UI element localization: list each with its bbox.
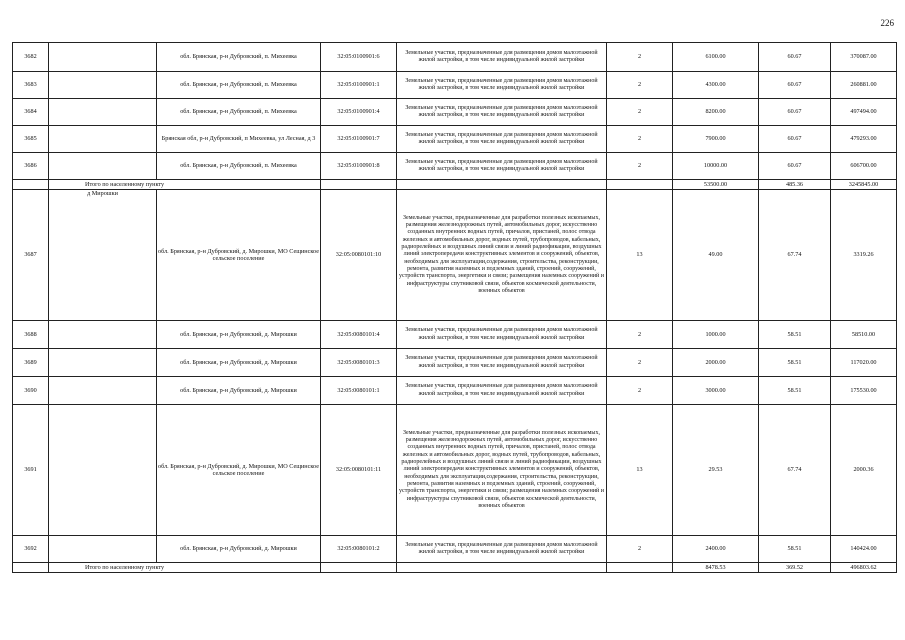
- address-cell: обл. Брянская, р-н Дубровский, д. Мирошки: [157, 349, 321, 377]
- table-row: [13, 190, 897, 321]
- value-cell: 497494.00: [831, 99, 897, 126]
- area-cell: 4300.00: [673, 72, 759, 99]
- cadastral-number: [321, 563, 397, 573]
- use-code: 2: [607, 536, 673, 563]
- locality-cell: [49, 321, 157, 349]
- address-cell: обл. Брянская, р-н Дубровский, д. Мирошки, МО Сещинское сельское поселение: [157, 190, 321, 321]
- area-cell: 3000.00: [673, 377, 759, 405]
- table-row: [13, 72, 897, 99]
- locality-cell: [49, 349, 157, 377]
- value-cell: 606700.00: [831, 153, 897, 180]
- table-row: [13, 405, 897, 536]
- land-use-cell: Земельные участки, предназначенные для размещения домов малоэтажной жилой застройки, в том числе индивидуальной жилой застройки: [397, 72, 607, 99]
- cadastral-number: 32:05:0080101:10: [321, 190, 397, 321]
- row-number: 3687: [13, 190, 49, 321]
- page-number: 226: [880, 18, 894, 28]
- table-row: [13, 377, 897, 405]
- land-use-cell: Земельные участки, предназначенные для размещения домов малоэтажной жилой застройки, в том числе индивидуальной жилой застройки: [397, 99, 607, 126]
- row-number: 3688: [13, 321, 49, 349]
- use-code: 13: [607, 190, 673, 321]
- area-total: 8478.53: [673, 563, 759, 573]
- price-cell: 58.51: [759, 536, 831, 563]
- address-cell: обл. Брянская, р-н Дубровский, д. Мирошки: [157, 321, 321, 349]
- value-cell: 175530.00: [831, 377, 897, 405]
- locality-cell: [49, 72, 157, 99]
- row-number: 3686: [13, 153, 49, 180]
- table-row: [13, 349, 897, 377]
- area-cell: 2000.00: [673, 349, 759, 377]
- subtotal-row: [13, 563, 897, 573]
- area-total: 53500.00: [673, 180, 759, 190]
- subtotal-row: [13, 180, 897, 190]
- locality-cell: [49, 126, 157, 153]
- address-cell: Брянская обл, р-н Дубровский, п Михеевка, ул Лесная, д 3: [157, 126, 321, 153]
- area-cell: 6100.00: [673, 43, 759, 72]
- use-code: [607, 180, 673, 190]
- use-code: 13: [607, 405, 673, 536]
- subtotal-label: Итого по населенному пункту: [49, 180, 321, 190]
- cadastral-number: 32:05:0080101:4: [321, 321, 397, 349]
- row-number: 3692: [13, 536, 49, 563]
- price-cell: 58.51: [759, 349, 831, 377]
- price-cell: 60.67: [759, 99, 831, 126]
- use-code: 2: [607, 99, 673, 126]
- area-cell: 7900.00: [673, 126, 759, 153]
- address-cell: обл. Брянская, р-н Дубровский, п. Михеевка: [157, 72, 321, 99]
- locality-cell: [49, 43, 157, 72]
- land-use-cell: [397, 180, 607, 190]
- cadastral-number: 32:05:0100901:6: [321, 43, 397, 72]
- locality-cell: [49, 153, 157, 180]
- land-use-cell: Земельные участки, предназначенные для размещения домов малоэтажной жилой застройки, в том числе индивидуальной жилой застройки: [397, 126, 607, 153]
- table-row: [13, 99, 897, 126]
- price-cell: 67.74: [759, 405, 831, 536]
- value-cell: 370087.00: [831, 43, 897, 72]
- cadastral-number: 32:05:0080101:11: [321, 405, 397, 536]
- price-cell: 60.67: [759, 153, 831, 180]
- price-cell: 60.67: [759, 43, 831, 72]
- land-use-cell: Земельные участки, предназначенные для размещения домов малоэтажной жилой застройки, в том числе индивидуальной жилой застройки: [397, 377, 607, 405]
- use-code: 2: [607, 349, 673, 377]
- area-cell: 10000.00: [673, 153, 759, 180]
- address-cell: обл. Брянская, р-н Дубровский, п. Михеевка: [157, 99, 321, 126]
- row-number: 3689: [13, 349, 49, 377]
- area-cell: 8200.00: [673, 99, 759, 126]
- land-plots-table: [12, 42, 897, 573]
- locality-name: д Мирошки: [49, 190, 157, 321]
- table-row: [13, 321, 897, 349]
- address-cell: обл. Брянская, р-н Дубровский, п. Михеевка: [157, 153, 321, 180]
- value-cell: 479293.00: [831, 126, 897, 153]
- land-use-cell: [397, 563, 607, 573]
- price-total: 369.52: [759, 563, 831, 573]
- price-cell: 60.67: [759, 72, 831, 99]
- address-cell: обл. Брянская, р-н Дубровский, д. Мирошки, МО Сещинское сельское поселение: [157, 405, 321, 536]
- locality-cell: [49, 99, 157, 126]
- land-use-cell: Земельные участки, предназначенные для размещения домов малоэтажной жилой застройки, в том числе индивидуальной жилой застройки: [397, 349, 607, 377]
- row-number: 3682: [13, 43, 49, 72]
- value-cell: 3319.26: [831, 190, 897, 321]
- land-use-cell: Земельные участки, предназначенные для размещения домов малоэтажной жилой застройки, в том числе индивидуальной жилой застройки: [397, 536, 607, 563]
- value-cell: 260881.00: [831, 72, 897, 99]
- use-code: 2: [607, 43, 673, 72]
- cadastral-number: 32:05:0080101:1: [321, 377, 397, 405]
- value-cell: 140424.00: [831, 536, 897, 563]
- value-cell: 58510.00: [831, 321, 897, 349]
- land-use-cell: Земельные участки, предназначенные для размещения домов малоэтажной жилой застройки, в том числе индивидуальной жилой застройки: [397, 321, 607, 349]
- use-code: 2: [607, 321, 673, 349]
- cadastral-number: 32:05:0100901:1: [321, 72, 397, 99]
- locality-cell: [49, 536, 157, 563]
- value-total: 3245845.00: [831, 180, 897, 190]
- table-row: [13, 43, 897, 72]
- area-cell: 29.53: [673, 405, 759, 536]
- price-total: 485.36: [759, 180, 831, 190]
- row-number: 3684: [13, 99, 49, 126]
- land-use-cell: Земельные участки, предназначенные для размещения домов малоэтажной жилой застройки, в том числе индивидуальной жилой застройки: [397, 43, 607, 72]
- area-cell: 2400.00: [673, 536, 759, 563]
- table-row: [13, 126, 897, 153]
- cadastral-number: 32:05:0100901:8: [321, 153, 397, 180]
- row-number: 3685: [13, 126, 49, 153]
- price-cell: 58.51: [759, 377, 831, 405]
- use-code: 2: [607, 153, 673, 180]
- use-code: [607, 563, 673, 573]
- use-code: 2: [607, 72, 673, 99]
- cadastral-number: 32:05:0080101:2: [321, 536, 397, 563]
- use-code: 2: [607, 126, 673, 153]
- land-use-cell: Земельные участки, предназначенные для разработки полезных ископаемых, размещения железнодорожных путей, автомобильных дорог, искусственно созданных внутренних водных путей, причалов, пристаней, полос отвода железных и автомобильных дорог, водных путей, трубопроводов, кабельных, радиорелейных и воздушных линий связи и линий радиофикации, воздушных линий электропередачи конструктивных элементов и сооружений, объектов, необходимых для эксплуатации,содержания, строительства, реконструкции, ремонта, развития наземных и подземных зданий, строений, сооружений, устройств транспорта, энергетики и связи; размещения наземных сооружений и инфраструктуры спутниковой связи, объектов космической деятельности, военных объектов: [397, 190, 607, 321]
- area-cell: 1000.00: [673, 321, 759, 349]
- row-number: 3691: [13, 405, 49, 536]
- cadastral-number: 32:05:0100901:7: [321, 126, 397, 153]
- address-cell: обл. Брянская, р-н Дубровский, д. Мирошки: [157, 377, 321, 405]
- locality-cell: [49, 405, 157, 536]
- table-row: [13, 536, 897, 563]
- land-use-cell: Земельные участки, предназначенные для размещения домов малоэтажной жилой застройки, в том числе индивидуальной жилой застройки: [397, 153, 607, 180]
- land-use-cell: Земельные участки, предназначенные для разработки полезных ископаемых, размещения железнодорожных путей, автомобильных дорог, искусственно созданных внутренних водных путей, причалов, пристаней, полос отвода железных и автомобильных дорог, водных путей, трубопроводов, кабельных, радиорелейных и воздушных линий связи и линий радиофикации, воздушных линий электропередачи конструктивных элементов и сооружений, объектов, необходимых для эксплуатации,содержания, строительства, реконструкции, ремонта, развития наземных и подземных зданий, строений, сооружений, устройств транспорта, энергетики и связи; размещения наземных сооружений и инфраструктуры спутниковой связи, объектов космической деятельности, военных объектов: [397, 405, 607, 536]
- row-number: 3690: [13, 377, 49, 405]
- cadastral-number: 32:05:0100901:4: [321, 99, 397, 126]
- value-cell: 2000.36: [831, 405, 897, 536]
- value-cell: 117020.00: [831, 349, 897, 377]
- cadastral-number: [321, 180, 397, 190]
- value-total: 496803.62: [831, 563, 897, 573]
- locality-cell: [49, 377, 157, 405]
- address-cell: обл. Брянская, р-н Дубровский, д. Мирошки: [157, 536, 321, 563]
- area-cell: 49.00: [673, 190, 759, 321]
- use-code: 2: [607, 377, 673, 405]
- row-number: [13, 180, 49, 190]
- price-cell: 67.74: [759, 190, 831, 321]
- subtotal-label: Итого по населенному пункту: [49, 563, 321, 573]
- address-cell: обл. Брянская, р-н Дубровский, п. Михеевка: [157, 43, 321, 72]
- table-row: [13, 153, 897, 180]
- row-number: [13, 563, 49, 573]
- price-cell: 58.51: [759, 321, 831, 349]
- row-number: 3683: [13, 72, 49, 99]
- price-cell: 60.67: [759, 126, 831, 153]
- cadastral-number: 32:05:0080101:3: [321, 349, 397, 377]
